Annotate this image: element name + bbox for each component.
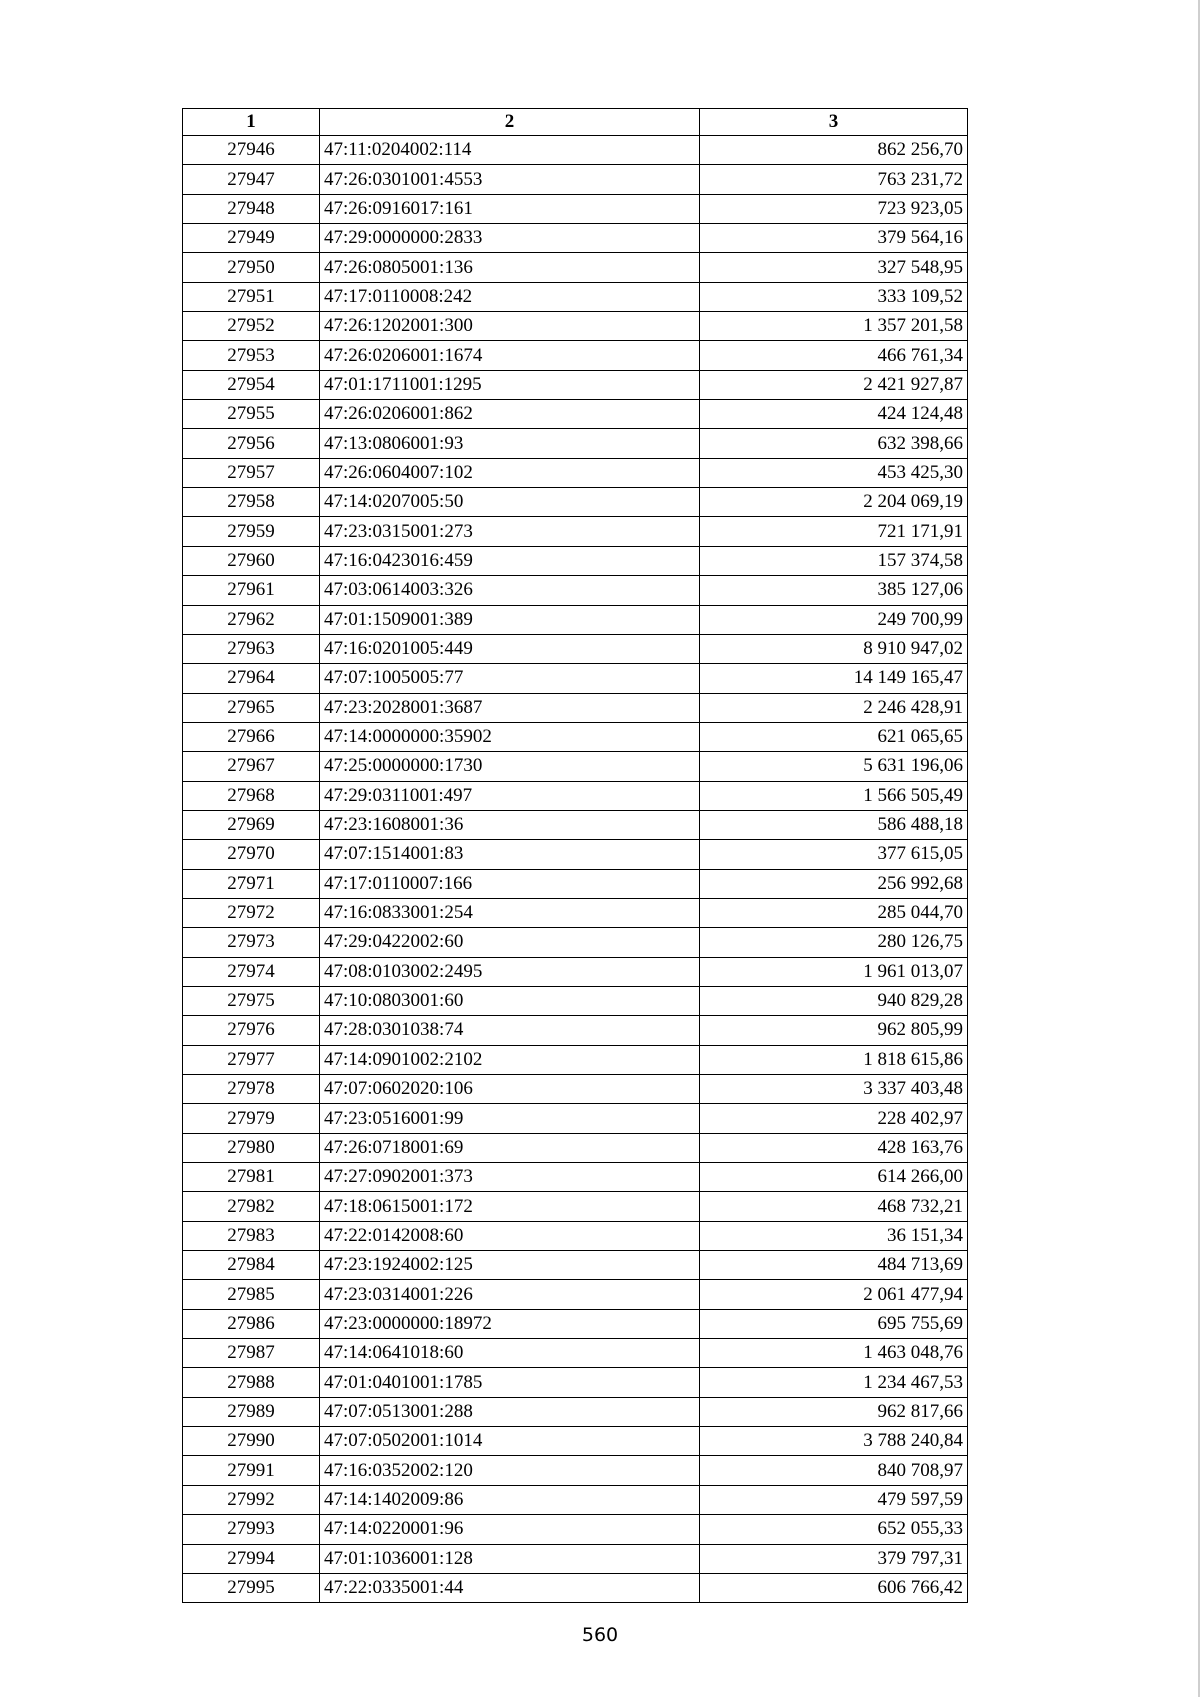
cadastral-value: 228 402,97 [700, 1104, 968, 1133]
cadastral-value: 14 149 165,47 [700, 664, 968, 693]
cadastral-number: 47:25:0000000:1730 [320, 752, 700, 781]
cadastral-value: 8 910 947,02 [700, 634, 968, 663]
table-row [183, 1339, 968, 1368]
row-number: 27975 [183, 986, 320, 1015]
cadastral-number: 47:14:0207005:50 [320, 488, 700, 517]
cadastral-number: 47:18:0615001:172 [320, 1192, 700, 1221]
cadastral-value: 3 337 403,48 [700, 1075, 968, 1104]
cadastral-value: 1 357 201,58 [700, 312, 968, 341]
table-row [183, 664, 968, 693]
row-number: 27983 [183, 1221, 320, 1250]
row-number: 27954 [183, 370, 320, 399]
cadastral-value: 36 151,34 [700, 1221, 968, 1250]
table-row [183, 1251, 968, 1280]
row-number: 27969 [183, 810, 320, 839]
table-row [183, 341, 968, 370]
table-row [183, 488, 968, 517]
cadastral-number: 47:07:1005005:77 [320, 664, 700, 693]
cadastral-value: 721 171,91 [700, 517, 968, 546]
cadastral-value: 424 124,48 [700, 400, 968, 429]
table-row [183, 898, 968, 927]
cadastral-value: 385 127,06 [700, 576, 968, 605]
cadastral-value: 280 126,75 [700, 928, 968, 957]
row-number: 27971 [183, 869, 320, 898]
row-number: 27956 [183, 429, 320, 458]
cadastral-value: 2 204 069,19 [700, 488, 968, 517]
cadastral-number: 47:13:0806001:93 [320, 429, 700, 458]
cadastral-value: 962 805,99 [700, 1016, 968, 1045]
cadastral-number: 47:23:1924002:125 [320, 1251, 700, 1280]
table-row [183, 1192, 968, 1221]
table-row [183, 517, 968, 546]
cadastral-number: 47:26:0206001:862 [320, 400, 700, 429]
table-row [183, 370, 968, 399]
table-row [183, 1133, 968, 1162]
row-number: 27963 [183, 634, 320, 663]
cadastral-value: 2 246 428,91 [700, 693, 968, 722]
cadastral-value: 468 732,21 [700, 1192, 968, 1221]
row-number: 27951 [183, 282, 320, 311]
row-number: 27962 [183, 605, 320, 634]
cadastral-number: 47:01:1509001:389 [320, 605, 700, 634]
cadastral-number: 47:07:0513001:288 [320, 1397, 700, 1426]
cadastral-number: 47:01:1036001:128 [320, 1544, 700, 1573]
column-header-2: 2 [320, 109, 700, 136]
cadastral-value: 614 266,00 [700, 1163, 968, 1192]
row-number: 27967 [183, 752, 320, 781]
row-number: 27964 [183, 664, 320, 693]
table-header [183, 109, 968, 136]
cadastral-value: 333 109,52 [700, 282, 968, 311]
row-number: 27987 [183, 1339, 320, 1368]
table-body [183, 136, 968, 1603]
cadastral-number: 47:01:0401001:1785 [320, 1368, 700, 1397]
table-row [183, 1075, 968, 1104]
column-header-3: 3 [700, 109, 968, 136]
row-number: 27973 [183, 928, 320, 957]
cadastral-value: 862 256,70 [700, 136, 968, 165]
cadastral-number: 47:03:0614003:326 [320, 576, 700, 605]
row-number: 27946 [183, 136, 320, 165]
row-number: 27948 [183, 194, 320, 223]
cadastral-value: 1 463 048,76 [700, 1339, 968, 1368]
cadastral-value: 652 055,33 [700, 1515, 968, 1544]
table-row [183, 1309, 968, 1338]
cadastral-number: 47:26:0916017:161 [320, 194, 700, 223]
table-row [183, 1045, 968, 1074]
cadastral-number: 47:16:0423016:459 [320, 546, 700, 575]
row-number: 27974 [183, 957, 320, 986]
cadastral-value: 586 488,18 [700, 810, 968, 839]
cadastral-number: 47:14:1402009:86 [320, 1485, 700, 1514]
row-number: 27957 [183, 458, 320, 487]
cadastral-number: 47:29:0311001:497 [320, 781, 700, 810]
row-number: 27976 [183, 1016, 320, 1045]
cadastral-number: 47:22:0335001:44 [320, 1573, 700, 1602]
table-row [183, 136, 968, 165]
cadastral-number: 47:23:0315001:273 [320, 517, 700, 546]
cadastral-value: 632 398,66 [700, 429, 968, 458]
table-row [183, 1397, 968, 1426]
table-row [183, 429, 968, 458]
row-number: 27982 [183, 1192, 320, 1221]
cadastral-value: 695 755,69 [700, 1309, 968, 1338]
row-number: 27991 [183, 1456, 320, 1485]
page-number: 560 [581, 1624, 619, 1646]
cadastral-value: 157 374,58 [700, 546, 968, 575]
row-number: 27994 [183, 1544, 320, 1573]
table-row [183, 752, 968, 781]
cadastral-number: 47:11:0204002:114 [320, 136, 700, 165]
cadastral-number: 47:26:0206001:1674 [320, 341, 700, 370]
row-number: 27995 [183, 1573, 320, 1602]
row-number: 27959 [183, 517, 320, 546]
table-row [183, 1544, 968, 1573]
table-row [183, 1016, 968, 1045]
cadastral-value: 377 615,05 [700, 840, 968, 869]
cadastral-value: 3 788 240,84 [700, 1427, 968, 1456]
row-number: 27993 [183, 1515, 320, 1544]
table-row [183, 1485, 968, 1514]
cadastral-value: 428 163,76 [700, 1133, 968, 1162]
cadastral-number: 47:10:0803001:60 [320, 986, 700, 1015]
cadastral-number: 47:27:0902001:373 [320, 1163, 700, 1192]
cadastral-number: 47:16:0833001:254 [320, 898, 700, 927]
table-row [183, 693, 968, 722]
cadastral-value: 962 817,66 [700, 1397, 968, 1426]
row-number: 27970 [183, 840, 320, 869]
row-number: 27985 [183, 1280, 320, 1309]
row-number: 27949 [183, 224, 320, 253]
table-row [183, 282, 968, 311]
cadastral-value: 379 797,31 [700, 1544, 968, 1573]
table-row [183, 928, 968, 957]
cadastral-number: 47:14:0220001:96 [320, 1515, 700, 1544]
cadastral-value: 256 992,68 [700, 869, 968, 898]
cadastral-value: 621 065,65 [700, 722, 968, 751]
cadastral-number: 47:23:1608001:36 [320, 810, 700, 839]
cadastral-value: 479 597,59 [700, 1485, 968, 1514]
row-number: 27981 [183, 1163, 320, 1192]
cadastral-number: 47:23:0000000:18972 [320, 1309, 700, 1338]
cadastral-number: 47:26:0301001:4553 [320, 165, 700, 194]
cadastral-value: 1 566 505,49 [700, 781, 968, 810]
table-row [183, 634, 968, 663]
cadastral-value: 840 708,97 [700, 1456, 968, 1485]
table-row [183, 957, 968, 986]
table-row [183, 840, 968, 869]
cadastral-number: 47:23:0516001:99 [320, 1104, 700, 1133]
cadastral-number: 47:07:0602020:106 [320, 1075, 700, 1104]
table-row [183, 458, 968, 487]
cadastral-value: 5 631 196,06 [700, 752, 968, 781]
row-number: 27966 [183, 722, 320, 751]
row-number: 27960 [183, 546, 320, 575]
cadastral-number: 47:26:0718001:69 [320, 1133, 700, 1162]
row-number: 27953 [183, 341, 320, 370]
table-row [183, 722, 968, 751]
cadastral-value: 453 425,30 [700, 458, 968, 487]
row-number: 27984 [183, 1251, 320, 1280]
row-number: 27988 [183, 1368, 320, 1397]
cadastral-number: 47:17:0110007:166 [320, 869, 700, 898]
table-row [183, 781, 968, 810]
table-row [183, 1368, 968, 1397]
row-number: 27965 [183, 693, 320, 722]
row-number: 27986 [183, 1309, 320, 1338]
cadastral-number: 47:14:0901002:2102 [320, 1045, 700, 1074]
cadastral-number: 47:22:0142008:60 [320, 1221, 700, 1250]
table-row [183, 224, 968, 253]
cadastral-value: 723 923,05 [700, 194, 968, 223]
table-row [183, 546, 968, 575]
cadastral-value: 940 829,28 [700, 986, 968, 1015]
table-row [183, 1163, 968, 1192]
table-row [183, 986, 968, 1015]
row-number: 27992 [183, 1485, 320, 1514]
row-number: 27947 [183, 165, 320, 194]
cadastral-value: 2 061 477,94 [700, 1280, 968, 1309]
cadastral-number: 47:14:0641018:60 [320, 1339, 700, 1368]
cadastral-number: 47:07:1514001:83 [320, 840, 700, 869]
table-row [183, 400, 968, 429]
table-row [183, 605, 968, 634]
table-row [183, 1104, 968, 1133]
table-row [183, 165, 968, 194]
header-row [183, 109, 968, 136]
cadastral-number: 47:23:0314001:226 [320, 1280, 700, 1309]
cadastral-number: 47:14:0000000:35902 [320, 722, 700, 751]
row-number: 27968 [183, 781, 320, 810]
cadastral-value: 466 761,34 [700, 341, 968, 370]
row-number: 27978 [183, 1075, 320, 1104]
cadastral-value: 763 231,72 [700, 165, 968, 194]
cadastral-number: 47:07:0502001:1014 [320, 1427, 700, 1456]
cadastral-value: 249 700,99 [700, 605, 968, 634]
row-number: 27950 [183, 253, 320, 282]
cadastral-value: 327 548,95 [700, 253, 968, 282]
table-row [183, 194, 968, 223]
registry-table [182, 108, 968, 1603]
cadastral-number: 47:16:0201005:449 [320, 634, 700, 663]
row-number: 27972 [183, 898, 320, 927]
row-number: 27990 [183, 1427, 320, 1456]
cadastral-number: 47:29:0422002:60 [320, 928, 700, 957]
cadastral-value: 285 044,70 [700, 898, 968, 927]
table-row [183, 576, 968, 605]
table-row [183, 869, 968, 898]
cadastral-value: 484 713,69 [700, 1251, 968, 1280]
table-row [183, 1280, 968, 1309]
cadastral-value: 2 421 927,87 [700, 370, 968, 399]
row-number: 27979 [183, 1104, 320, 1133]
cadastral-value: 1 234 467,53 [700, 1368, 968, 1397]
row-number: 27958 [183, 488, 320, 517]
row-number: 27980 [183, 1133, 320, 1162]
table-row [183, 1456, 968, 1485]
cadastral-value: 606 766,42 [700, 1573, 968, 1602]
table-row [183, 1427, 968, 1456]
cadastral-number: 47:16:0352002:120 [320, 1456, 700, 1485]
cadastral-number: 47:26:0604007:102 [320, 458, 700, 487]
cadastral-value: 1 961 013,07 [700, 957, 968, 986]
row-number: 27989 [183, 1397, 320, 1426]
cadastral-number: 47:29:0000000:2833 [320, 224, 700, 253]
row-number: 27952 [183, 312, 320, 341]
table-row [183, 1515, 968, 1544]
row-number: 27955 [183, 400, 320, 429]
cadastral-number: 47:17:0110008:242 [320, 282, 700, 311]
table-row [183, 312, 968, 341]
table-row [183, 1573, 968, 1602]
table-row [183, 253, 968, 282]
cadastral-value: 1 818 615,86 [700, 1045, 968, 1074]
table-row [183, 810, 968, 839]
cadastral-value: 379 564,16 [700, 224, 968, 253]
cadastral-number: 47:28:0301038:74 [320, 1016, 700, 1045]
cadastral-number: 47:26:0805001:136 [320, 253, 700, 282]
row-number: 27961 [183, 576, 320, 605]
column-header-1: 1 [183, 109, 320, 136]
row-number: 27977 [183, 1045, 320, 1074]
cadastral-number: 47:23:2028001:3687 [320, 693, 700, 722]
table-row [183, 1221, 968, 1250]
cadastral-number: 47:08:0103002:2495 [320, 957, 700, 986]
cadastral-number: 47:26:1202001:300 [320, 312, 700, 341]
cadastral-number: 47:01:1711001:1295 [320, 370, 700, 399]
